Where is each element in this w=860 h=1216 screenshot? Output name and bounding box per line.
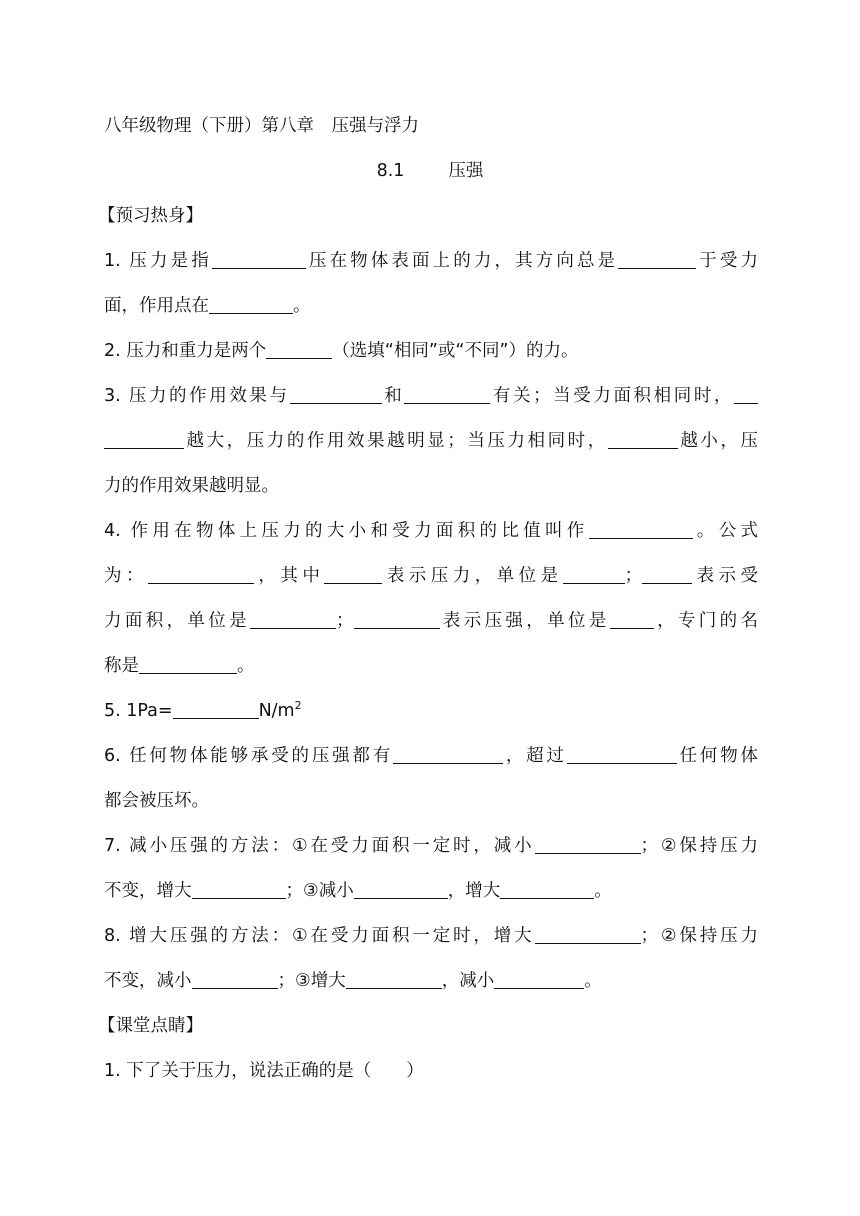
answer-blank[interactable] [354, 610, 440, 629]
answer-blank[interactable] [494, 970, 584, 989]
question-8-line-2: 不变，减小 ；③增大 ，减小 。 [104, 971, 602, 991]
question-4-line-2: 为： ，其中 表示压力，单位是 ； 表示受 [104, 566, 759, 586]
section-title [0, 159, 860, 183]
answer-blank[interactable] [535, 835, 641, 854]
answer-blank[interactable] [266, 340, 332, 359]
question-6-line-1: 6. 任何物体能够承受的压强都有 ，超过 任何物体 [104, 746, 759, 766]
answer-blank[interactable] [608, 430, 678, 449]
answer-blank[interactable] [324, 565, 382, 584]
question-5: 5. $1Pa= N/m^2$ [104, 699, 302, 721]
question-1-line-1: 1. 压力是指 压在物体表面上的力，其方向总是 于受力 [104, 251, 759, 271]
question-2: 2. 压力和重力是两个 （选填“相同”或“不同”）的力。 [104, 341, 579, 361]
answer-blank[interactable] [393, 745, 503, 764]
answer-blank[interactable] [139, 655, 237, 674]
book-title: 八年级物理（下册）第八章 压强与浮力 [104, 116, 419, 136]
answer-blank[interactable] [192, 880, 286, 899]
answer-blank[interactable] [148, 565, 254, 584]
answer-blank[interactable] [589, 520, 693, 539]
answer-blank[interactable] [250, 610, 336, 629]
answer-blank[interactable] [610, 610, 654, 629]
answer-blank[interactable] [404, 385, 490, 404]
question-7-line-2: 不变，增大 ；③减小 ，增大 。 [104, 881, 612, 901]
section-number: 8.1 [376, 161, 405, 181]
answer-blank[interactable] [192, 970, 278, 989]
question-6-line-2: 都会被压坏。 [104, 791, 209, 811]
classroom-question-1: 1. 下了关于压力，说法正确的是（ ） [104, 1061, 424, 1081]
question-3-line-2: 越大，压力的作用效果越明显；当压力相同时， 越小，压 [104, 429, 758, 453]
answer-blank[interactable] [354, 880, 448, 899]
section-name: 压强 [448, 161, 484, 181]
question-1-line-2: 面，作用点在 。 [104, 296, 311, 316]
preview-heading: 【预习热身】 [98, 206, 203, 226]
question-8-line-1: 8. 增大压强的方法：①在受力面积一定时，增大 ；②保持压力 [104, 926, 758, 946]
answer-blank[interactable] [212, 250, 306, 269]
question-3-line-3: 力的作用效果越明显。 [104, 476, 279, 496]
answer-blank[interactable] [104, 430, 184, 449]
question-4-line-4: 称是 。 [104, 656, 255, 676]
answer-blank[interactable] [209, 295, 293, 314]
question-4-line-1: 4. 作用在物体上压力的大小和受力面积的比值叫作 。公式 [104, 521, 759, 541]
answer-blank[interactable] [734, 385, 758, 404]
classroom-heading: 【课堂点睛】 [98, 1016, 203, 1036]
question-4-line-3: 力面积，单位是 ； 表示压强，单位是 ，专门的名 [104, 611, 759, 631]
answer-blank[interactable] [618, 250, 696, 269]
answer-blank[interactable] [500, 880, 594, 899]
answer-blank[interactable] [290, 385, 382, 404]
answer-blank[interactable] [567, 745, 677, 764]
answer-blank[interactable] [346, 970, 442, 989]
answer-blank[interactable] [173, 700, 259, 719]
answer-blank[interactable] [642, 565, 692, 584]
answer-blank[interactable] [535, 925, 641, 944]
question-3-line-1: 3. 压力的作用效果与 和 有关；当受力面积相同时， [104, 384, 758, 408]
question-7-line-1: 7. 减小压强的方法：①在受力面积一定时，减小 ；②保持压力 [104, 836, 758, 856]
answer-blank[interactable] [563, 565, 625, 584]
